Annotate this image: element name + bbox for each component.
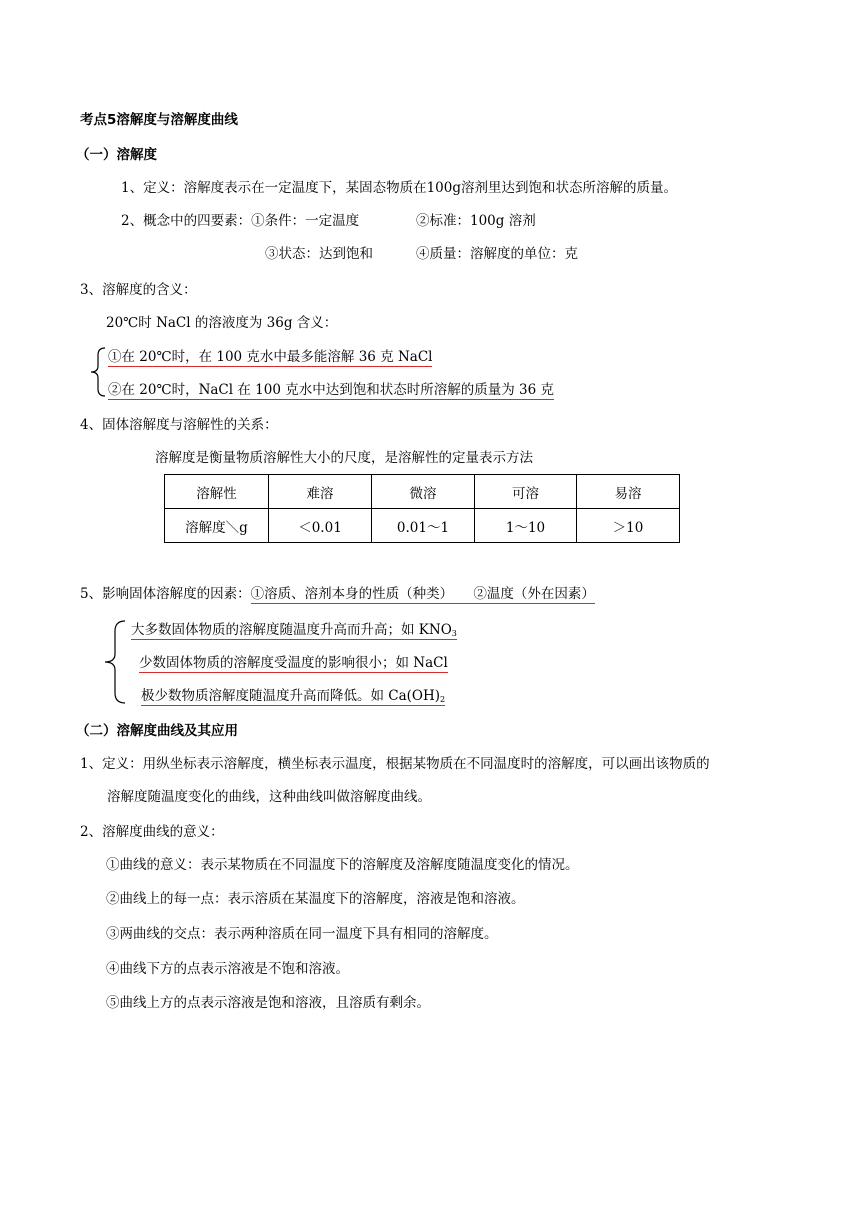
relation-description: 溶解度是衡量物质溶解性大小的尺度，是溶解性的定量表示方法 [155, 450, 533, 466]
factor-few: 少数固体物质的溶解度受温度的影响很小；如 NaCl [139, 655, 448, 671]
table-cell: ＜0.01 [269, 509, 372, 543]
table-cell: 溶解度＼g [165, 509, 269, 543]
meaning-title: 3、溶解度的含义： [80, 282, 197, 298]
meaning-point-1: ①在 20℃时，在 100 克水中最多能溶解 36 克 NaCl [108, 349, 433, 365]
factor-rare: 极少数物质溶解度随温度升高而降低。如 $Ca(OH)_2$ [141, 688, 446, 704]
list-item: ⑤曲线上方的点表示溶液是饱和溶液，且溶质有剩余。 [106, 995, 430, 1011]
list-item: ①曲线的意义：表示某物质在不同温度下的溶解度及溶解度随温度变化的情况。 [106, 857, 579, 873]
curve-definition-line-1: 1、定义：用纵坐标表示溶解度，横坐标表示温度，根据某物质在不同温度时的溶解度，可以画出该物质的 [80, 756, 710, 772]
four-elements-mass: ④质量：溶解度的单位：克 [416, 246, 578, 262]
table-cell: 微溶 [372, 475, 475, 509]
four-elements-state: ③状态：达到饱和 [265, 246, 373, 262]
solubility-table [164, 474, 680, 543]
list-item: ②曲线上的每一点：表示溶质在某温度下的溶解度，溶液是饱和溶液。 [106, 891, 525, 907]
table-cell: ＞10 [577, 509, 680, 543]
list-item: ④曲线下方的点表示溶液是不饱和溶液。 [106, 961, 349, 977]
meaning-point-2: ②在 20℃时，NaCl 在 100 克水中达到饱和状态时所溶解的质量为 36 克 [108, 382, 554, 398]
factors-line: 5、影响固体溶解度的因素：①溶质、溶剂本身的性质（种类） ②温度（外在因素） [80, 586, 595, 602]
meaning-example: 20℃时 NaCl 的溶液度为 36g 含义： [106, 315, 338, 331]
relation-title: 4、固体溶解度与溶解性的关系： [80, 417, 278, 433]
page-heading: 考点5溶解度与溶解度曲线 [80, 112, 238, 128]
brace-meaning-icon [88, 346, 108, 398]
curve-meaning-title: 2、溶解度曲线的意义： [80, 824, 224, 840]
four-elements-standard: ②标准：100g 溶剂 [416, 213, 536, 229]
curve-definition-line-2: 溶解度随温度变化的曲线，这种曲线叫做溶解度曲线。 [107, 789, 431, 805]
factor-most: 大多数固体物质的溶解度随温度升高而升高；如 $KNO_3$ [131, 622, 457, 638]
table-cell: 易溶 [577, 475, 680, 509]
brace-factors-icon [102, 619, 128, 705]
four-elements-condition: 2、概念中的四要素：①条件：一定温度 [121, 213, 360, 229]
table-cell: 难溶 [269, 475, 372, 509]
solubility-definition: 1、定义：溶解度表示在一定温度下，某固态物质在100g溶剂里达到饱和状态所溶解的质量。 [121, 180, 677, 196]
table-cell: 1～10 [475, 509, 577, 543]
table-cell: 可溶 [475, 475, 577, 509]
list-item: ③两曲线的交点：表示两种溶质在同一温度下具有相同的溶解度。 [106, 926, 498, 942]
table-cell: 0.01～1 [372, 509, 475, 543]
section-2-title: （二）溶解度曲线及其应用 [76, 723, 238, 739]
table-row [165, 509, 680, 543]
table-row [165, 475, 680, 509]
table-cell: 溶解性 [165, 475, 269, 509]
section-1-title: （一）溶解度 [76, 147, 157, 163]
